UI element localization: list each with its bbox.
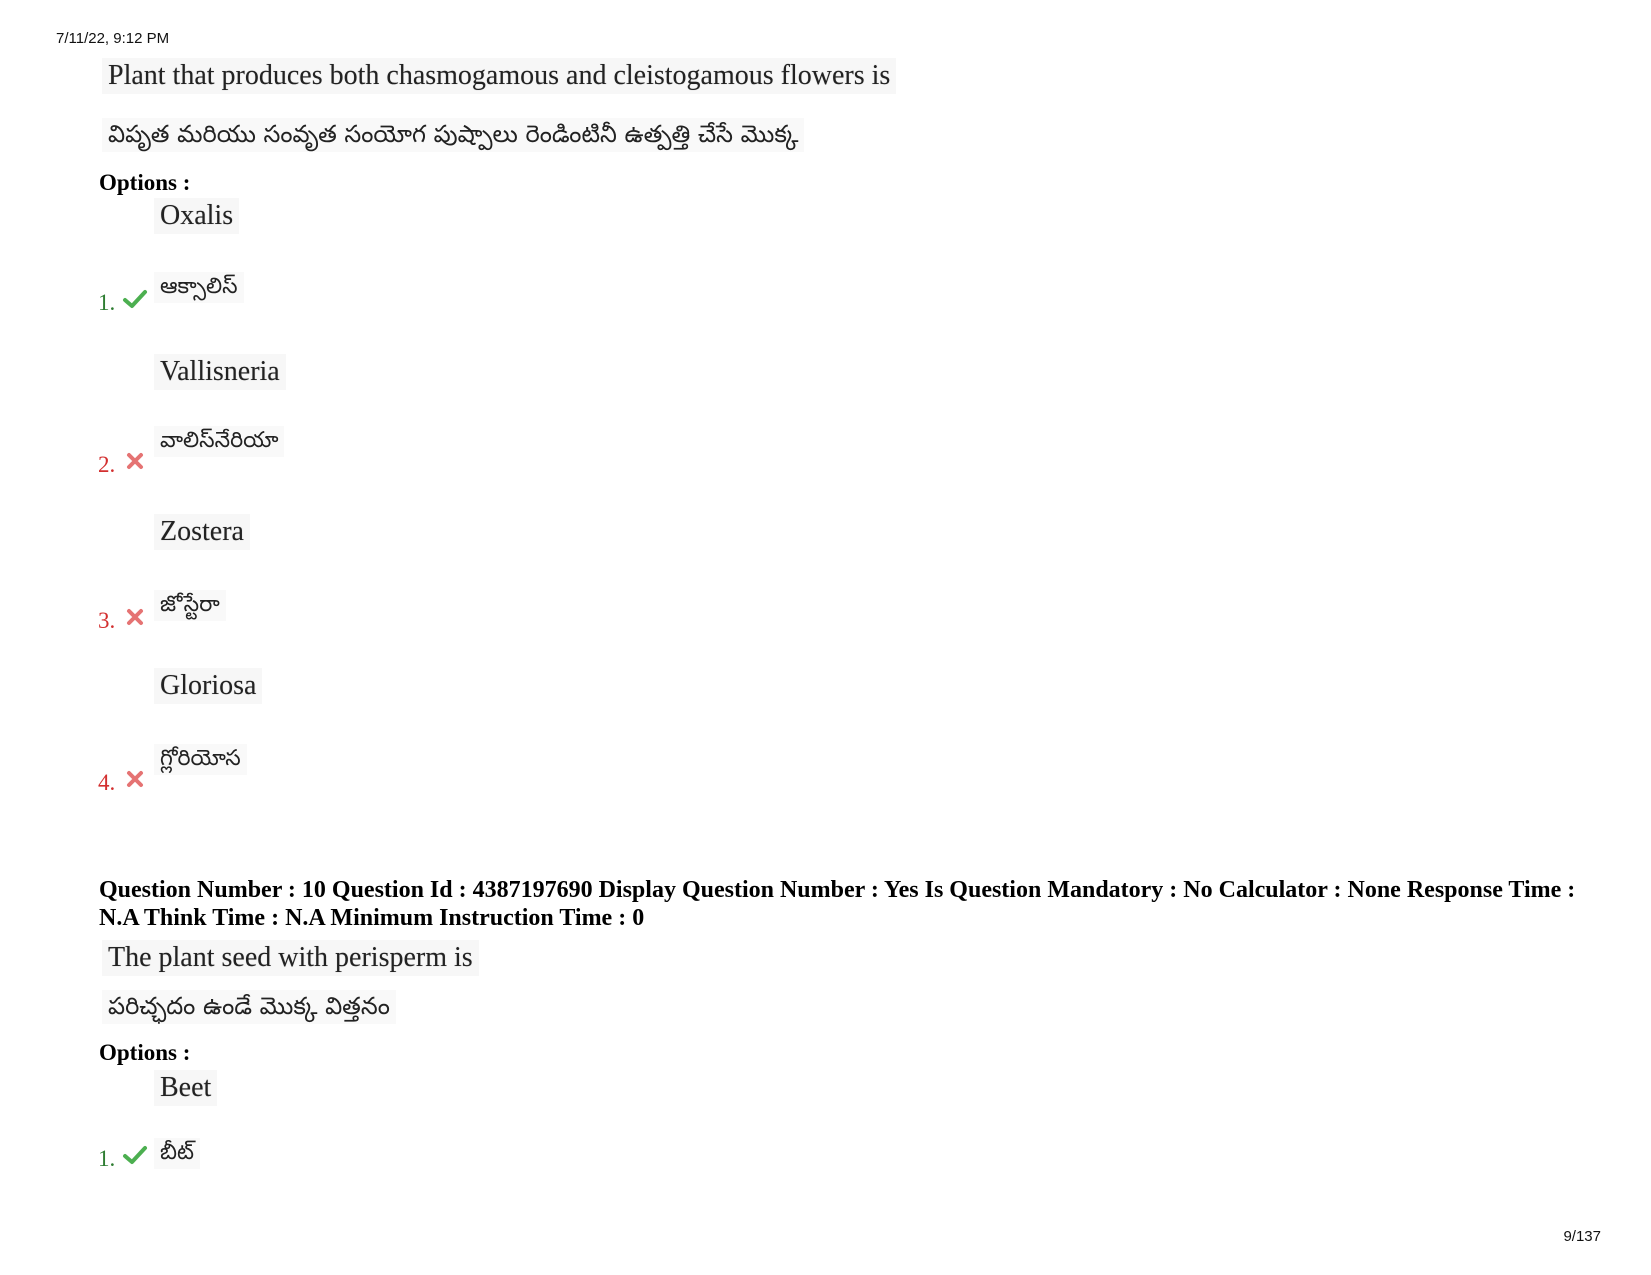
option-2-number: 2.: [98, 452, 116, 477]
option-1-telugu: బీట్: [154, 1138, 200, 1169]
option-4-telugu: గ్లోరియోస: [154, 744, 247, 775]
cross-icon: [122, 768, 148, 790]
check-icon: [122, 288, 148, 310]
option-1-english: Beet: [154, 1070, 217, 1106]
option-1-english: Oxalis: [154, 198, 239, 234]
cross-icon: [122, 606, 148, 628]
option-2-english: Vallisneria: [154, 354, 286, 390]
question-text-english: Plant that produces both chasmogamous and cleistogamous flowers is: [102, 58, 896, 94]
option-3-telugu: జోస్టేరా: [154, 590, 226, 621]
question-text-telugu: పరిచ్ఛదం ఉండే మొక్క విత్తనం: [102, 990, 396, 1024]
option-1-number: 1.: [98, 1146, 116, 1171]
footer-page-number: 9/137: [1563, 1228, 1601, 1245]
question-text-english: The plant seed with perisperm is: [102, 940, 479, 976]
header-datetime: 7/11/22, 9:12 PM: [56, 30, 170, 47]
option-3-english: Zostera: [154, 514, 250, 550]
option-4-number: 4.: [98, 770, 116, 795]
options-label: Options :: [99, 170, 191, 195]
cross-icon: [122, 450, 148, 472]
question-meta: Question Number : 10 Question Id : 4387197690 Display Question Number : Yes Is Question Mandatory : No Calculator : None Response Time : N.A Think Time : N.A Minimum Instruction Time : 0: [99, 877, 1576, 931]
options-label: Options :: [99, 1040, 191, 1065]
check-icon: [122, 1144, 148, 1166]
option-2-telugu: వాలిస్‌నేరియా: [154, 426, 284, 457]
option-3-number: 3.: [98, 608, 116, 633]
option-1-telugu: ఆక్సాలిస్: [154, 272, 244, 303]
option-1-number: 1.: [98, 290, 116, 315]
question-text-telugu: విపృత మరియు సంవృత సంయోగ పుష్పాలు రెండింటినీ ఉత్పత్తి చేసే మొక్క: [102, 118, 804, 152]
option-4-english: Gloriosa: [154, 668, 262, 704]
